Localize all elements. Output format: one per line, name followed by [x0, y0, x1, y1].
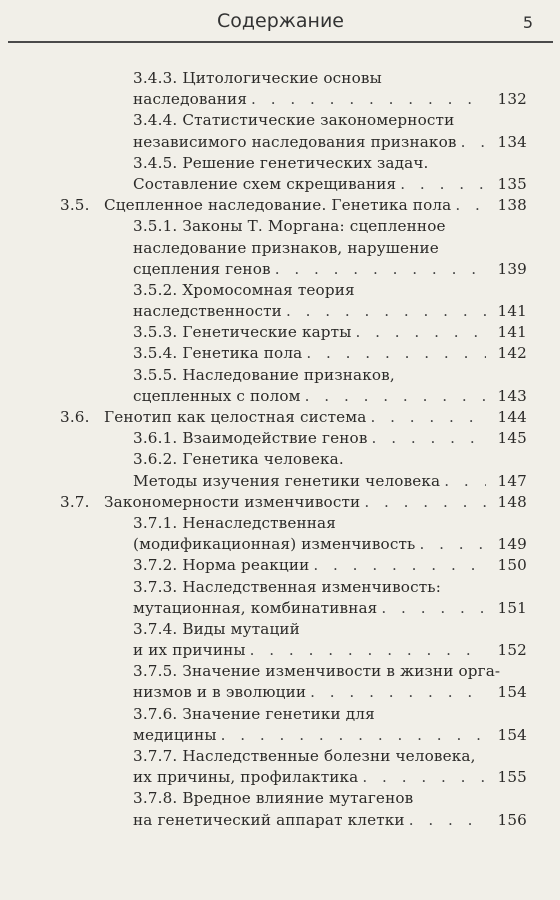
header-rule [8, 41, 553, 43]
toc-entry[interactable] [0, 788, 560, 830]
entry-title-line: 3.5.3. Генетические карты [133, 323, 352, 342]
page-ref: 152 [497, 641, 527, 660]
dot-leader [372, 428, 486, 449]
toc-entry[interactable] [0, 661, 560, 703]
page-ref: 138 [497, 196, 527, 215]
entry-title-line: 3.7.1. Ненаследственная [133, 513, 336, 532]
entry-title-line: 3.4.5. Решение генетических задач. [133, 153, 429, 172]
toc-entry[interactable] [0, 110, 560, 152]
toc-entry[interactable] [0, 746, 560, 788]
page-ref: 143 [497, 386, 527, 405]
dot-leader [305, 386, 486, 407]
entry-title-line: сцепления генов [133, 259, 271, 278]
dot-leader [409, 810, 486, 831]
entry-title-line: низмов и в эволюции [133, 683, 307, 702]
page-ref: 151 [497, 598, 527, 617]
table-of-contents [0, 68, 560, 831]
entry-title-line: 3.7.7. Наследственные болезни человека, [133, 747, 476, 765]
entry-title-line: 3.5.5. Наследование признаков, [133, 365, 395, 384]
page-ref: 142 [497, 344, 527, 363]
toc-entry[interactable] [0, 195, 560, 216]
dot-leader [221, 725, 486, 746]
dot-leader [250, 640, 486, 661]
toc-entry[interactable] [0, 343, 560, 364]
entry-title-line: 3.5.4. Генетика пола [133, 344, 303, 363]
page-ref: 134 [497, 132, 527, 151]
section-number: 3.5. [60, 196, 90, 215]
toc-entry[interactable] [0, 428, 560, 449]
entry-title-line: мутационная, комбинативная [133, 598, 378, 617]
page-number: 5 [522, 13, 533, 32]
entry-title-line: и их причины [133, 641, 246, 660]
toc-entry[interactable] [0, 449, 560, 491]
dot-leader [251, 89, 486, 110]
page-ref: 155 [497, 768, 527, 787]
dot-leader [455, 195, 486, 216]
dot-leader [286, 301, 486, 322]
toc-entry[interactable] [0, 577, 560, 619]
entry-title-line: Сцепленное наследование. Генетика пола [104, 196, 452, 215]
entry-title-line: 3.7.6. Значение генетики для [133, 704, 375, 723]
entry-title-line: независимого наследования признаков [133, 132, 457, 151]
toc-entry[interactable] [0, 216, 560, 280]
entry-title-line: (модификационная) изменчивость [133, 535, 416, 554]
dot-leader [461, 132, 486, 153]
page-ref: 154 [497, 683, 527, 702]
entry-title-line: 3.4.3. Цитологические основы [133, 69, 382, 87]
entry-title-line: наследования [133, 90, 248, 109]
page-ref: 144 [497, 408, 527, 426]
toc-entry[interactable] [0, 619, 560, 661]
entry-title-line: 3.6.2. Генетика человека. [133, 450, 344, 469]
toc-entry[interactable] [0, 68, 560, 110]
dot-leader [381, 598, 486, 619]
page-ref: 135 [497, 174, 527, 193]
page-ref: 141 [497, 302, 527, 321]
page-ref: 132 [497, 90, 527, 109]
entry-title-line: сцепленных с полом [133, 386, 301, 405]
page-ref: 139 [497, 259, 527, 278]
dot-leader [310, 682, 486, 703]
toc-entry[interactable] [0, 555, 560, 576]
page-ref: 141 [497, 323, 527, 342]
dot-leader [362, 767, 486, 788]
entry-title-line: 3.7.5. Значение изменчивости в жизни орга- [133, 662, 501, 681]
toc-entry[interactable] [0, 153, 560, 195]
header-title: Содержание [217, 10, 344, 32]
page-ref: 154 [497, 725, 527, 744]
toc-entry[interactable] [0, 322, 560, 343]
section-number: 3.6. [60, 408, 90, 426]
dot-leader [370, 407, 486, 428]
section-number: 3.7. [60, 492, 90, 511]
entry-title-line: 3.4.4. Статистические закономерности [133, 111, 455, 130]
entry-title-line: 3.6.1. Взаимодействие генов [133, 429, 368, 448]
entry-title-line: Генотип как целостная система [104, 408, 367, 426]
dot-leader [400, 174, 486, 195]
dot-leader [313, 555, 486, 576]
entry-title-line: 3.5.2. Хромосомная теория [133, 280, 355, 299]
entry-title-line: 3.7.3. Наследственная изменчивость: [133, 577, 441, 596]
entry-title-line: Методы изучения генетики человека [133, 471, 441, 490]
page-header [8, 0, 553, 42]
entry-title-line: 3.5.1. Законы Т. Моргана: сцепленное [133, 217, 446, 236]
entry-title-line: Составление схем скрещивания [133, 174, 397, 193]
page-ref: 156 [497, 810, 527, 829]
entry-title-line: медицины [133, 725, 217, 744]
entry-title-line: на генетический аппарат клетки [133, 810, 405, 829]
toc-entry[interactable] [0, 704, 560, 746]
dot-leader [355, 322, 486, 343]
entry-title-line: Закономерности изменчивости [104, 492, 361, 511]
page-ref: 148 [497, 492, 527, 511]
page-ref: 149 [497, 535, 527, 554]
entry-title-line: их причины, профилактика [133, 768, 359, 787]
toc-entry[interactable] [0, 365, 560, 407]
toc-entry[interactable] [0, 492, 560, 513]
page-ref: 147 [497, 471, 527, 490]
toc-entry[interactable] [0, 280, 560, 322]
dot-leader [275, 259, 486, 280]
entry-title-line: наследование признаков, нарушение [133, 238, 439, 257]
dot-leader [444, 471, 486, 492]
dot-leader [419, 534, 486, 555]
entry-title-line: 3.7.2. Норма реакции [133, 556, 310, 575]
page-ref: 145 [497, 429, 527, 448]
page-ref: 150 [497, 556, 527, 575]
entry-title-line: наследственности [133, 302, 282, 321]
entry-title-line: 3.7.8. Вредное влияние мутагенов [133, 789, 414, 808]
dot-leader [306, 343, 486, 364]
toc-entry[interactable] [0, 513, 560, 555]
dot-leader [364, 492, 486, 513]
entry-title-line: 3.7.4. Виды мутаций [133, 619, 300, 638]
toc-entry[interactable] [0, 407, 560, 428]
